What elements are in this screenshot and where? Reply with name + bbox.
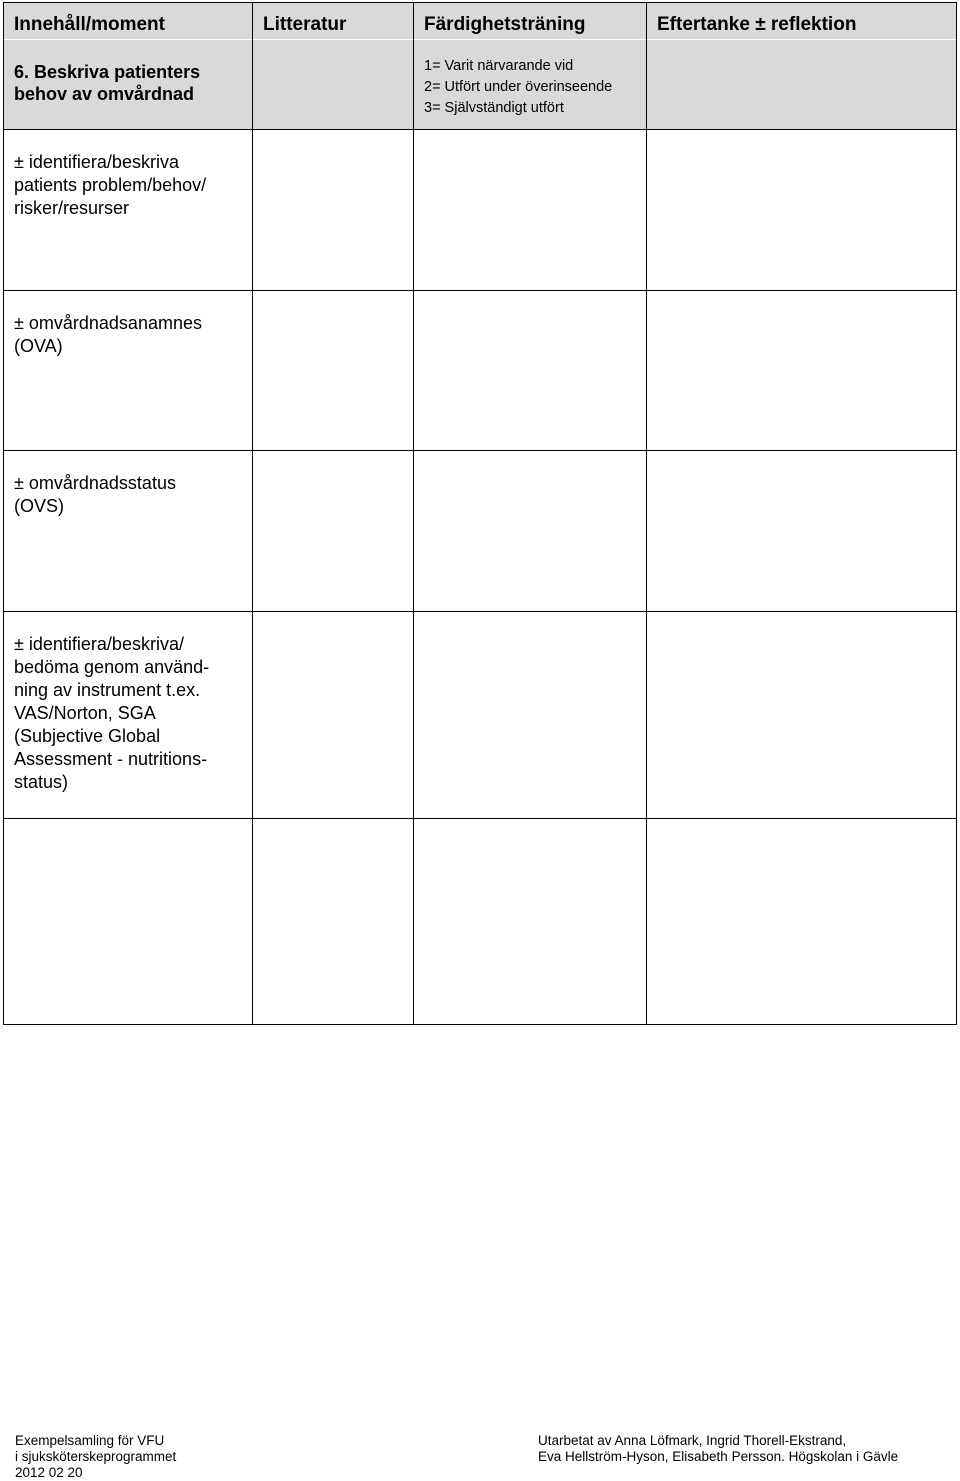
- footer-program: i sjuksköterskeprogrammet: [15, 1449, 177, 1464]
- reflection-cell[interactable]: [647, 451, 957, 612]
- table-row: [4, 819, 957, 1025]
- row-label-cell: [4, 451, 253, 612]
- header-content-cell: [4, 3, 253, 130]
- literature-cell[interactable]: [253, 291, 414, 451]
- reflection-cell[interactable]: [647, 130, 957, 291]
- skills-cell[interactable]: [414, 612, 647, 819]
- footer-publication: Exempelsamling för VFU: [15, 1433, 165, 1448]
- header-divider: [647, 39, 956, 40]
- reflection-cell[interactable]: [647, 291, 957, 451]
- header-content: Innehåll/moment: [14, 14, 165, 35]
- literature-cell[interactable]: [253, 612, 414, 819]
- literature-cell[interactable]: [253, 451, 414, 612]
- row-label: ± omvårdnadsstatus (OVS): [14, 473, 176, 516]
- literature-cell[interactable]: [253, 130, 414, 291]
- header-row: [4, 3, 957, 130]
- header-divider: [253, 39, 413, 40]
- table-row: [4, 451, 957, 612]
- row-label-cell: [4, 291, 253, 451]
- header-reflection-cell: [647, 3, 957, 130]
- footer-left: [15, 1433, 176, 1481]
- footer-right: [538, 1433, 898, 1465]
- skills-cell[interactable]: [414, 819, 647, 1025]
- row-label: [4, 819, 252, 840]
- table-row: [4, 130, 957, 291]
- scale-level-2: 2= Utfört under överinseende: [424, 79, 613, 95]
- scale-legend: [414, 40, 646, 119]
- skills-cell[interactable]: [414, 130, 647, 291]
- header-reflection: Eftertanke ± reflektion: [657, 14, 857, 35]
- skills-cell[interactable]: [414, 291, 647, 451]
- table-row: [4, 291, 957, 451]
- row-label: ± identifiera/beskriva patients problem/behov/ risker/resurser: [14, 152, 207, 218]
- footer-date: 2012 02 20: [15, 1465, 83, 1480]
- row-label-cell[interactable]: [4, 819, 253, 1025]
- header-skills-training: Färdighetsträning: [424, 14, 586, 35]
- header-skills-cell: [414, 3, 647, 130]
- scale-level-1: 1= Varit närvarande vid: [424, 58, 574, 74]
- literature-cell[interactable]: [253, 819, 414, 1025]
- reflection-cell[interactable]: [647, 819, 957, 1025]
- row-label: ± identifiera/beskriva/ bedöma genom använd- ning av instrument t.ex. VAS/Norton, SGA (Subjective Global Assessment - nutritions- status): [14, 634, 210, 792]
- scale-level-3: 3= Självständigt utfört: [424, 100, 564, 116]
- reflection-cell[interactable]: [647, 612, 957, 819]
- skills-cell[interactable]: [414, 451, 647, 612]
- header-literature-cell: [253, 3, 414, 130]
- course-table: [3, 2, 957, 1025]
- footer-authors-2: Eva Hellström-Hyson, Elisabeth Persson. Högskolan i Gävle: [538, 1449, 899, 1464]
- row-label-cell: [4, 612, 253, 819]
- footer-authors-1: Utarbetat av Anna Löfmark, Ingrid Thorell-Ekstrand,: [538, 1433, 847, 1448]
- section-title: 6. Beskriva patienters behov av omvårdnad: [14, 62, 201, 104]
- table-row: [4, 612, 957, 819]
- row-label-cell: [4, 130, 253, 291]
- header-literature: Litteratur: [263, 14, 347, 35]
- row-label: ± omvårdnadsanamnes (OVA): [14, 313, 202, 356]
